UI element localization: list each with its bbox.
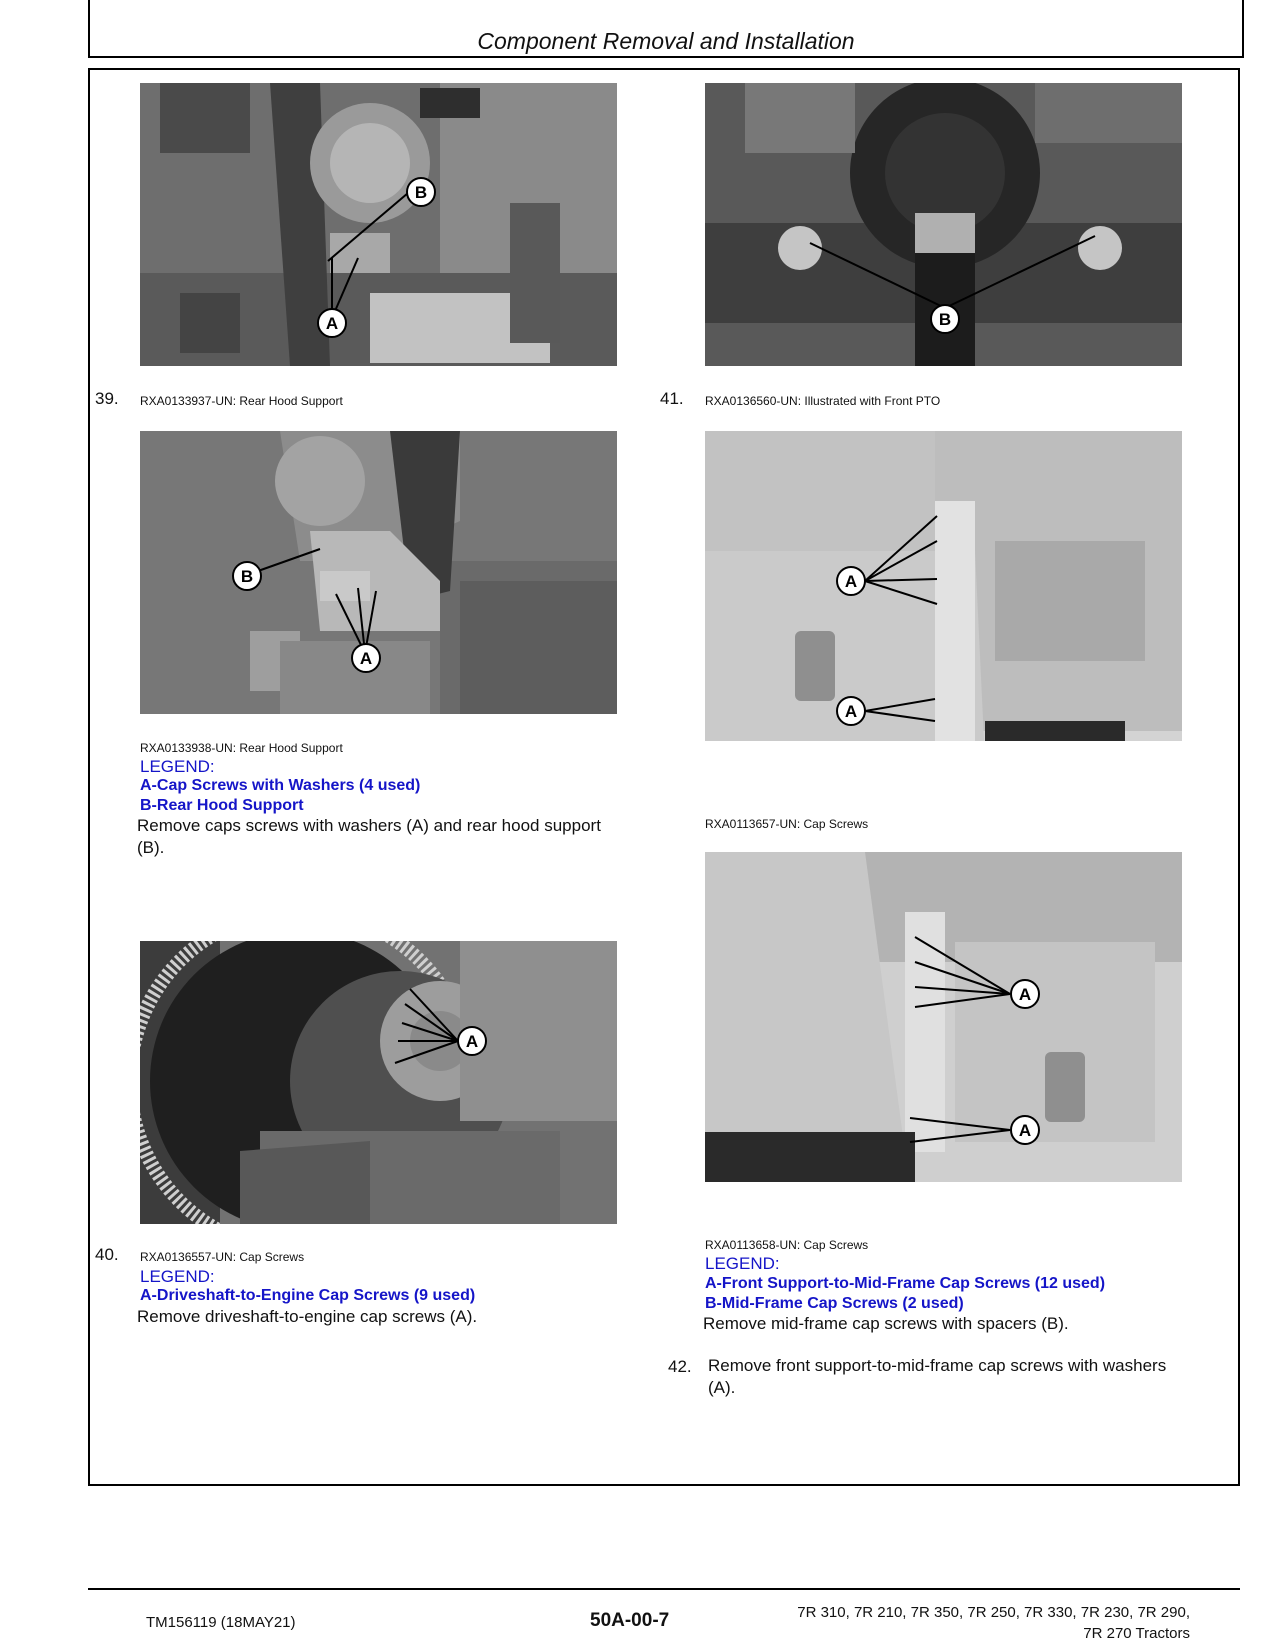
figure-caption-41a: RXA0136560-UN: Illustrated with Front PTO (705, 394, 941, 408)
legend-item-41-a: A-Front Support-to-Mid-Frame Cap Screws (12 used) (705, 1275, 1106, 1292)
instruction-42-line2: (A). (708, 1378, 736, 1397)
figure-caption-39a: RXA0133937-UN: Rear Hood Support (140, 394, 343, 408)
figure-rear-hood-support-2 (140, 431, 617, 714)
figure-front-pto (705, 83, 1182, 366)
figure-caption-41c: RXA0113658-UN: Cap Screws (705, 1238, 869, 1252)
callout-a: A (1018, 1121, 1032, 1140)
legend-title-40: LEGEND: (140, 1267, 215, 1286)
figure-rear-hood-support-1 (140, 83, 617, 366)
figure-cap-screws-1 (705, 431, 1182, 791)
step-number-41: 41. (660, 389, 684, 408)
legend-title-39: LEGEND: (140, 757, 215, 776)
figure-caption-39b: RXA0133938-UN: Rear Hood Support (140, 741, 343, 755)
instruction-41: Remove mid-frame cap screws with spacers (B). (703, 1314, 1069, 1333)
legend-item-40-a: A-Driveshaft-to-Engine Cap Screws (9 used) (140, 1287, 476, 1304)
callout-a: A (844, 572, 858, 591)
instruction-42-line1: Remove front support-to-mid-frame cap screws with washers (708, 1356, 1167, 1375)
step-number-42: 42. (668, 1357, 692, 1376)
figure-caption-41b: RXA0113657-UN: Cap Screws (705, 817, 869, 831)
instruction-39-line2: (B). (137, 838, 165, 857)
footer-models (700, 1602, 1190, 1644)
figure-cap-screws-2 (705, 852, 1182, 1212)
instruction-39-line1: Remove caps screws with washers (A) and rear hood support (137, 816, 601, 835)
legend-item-39-a: A-Cap Screws with Washers (4 used) (140, 777, 421, 794)
legend-item-39-b: B-Rear Hood Support (140, 797, 304, 814)
legend-title-41: LEGEND: (705, 1254, 780, 1273)
footer-models-line2: 7R 270 Tractors (1083, 1625, 1190, 1642)
instruction-40: Remove driveshaft-to-engine cap screws (A). (137, 1307, 478, 1326)
callout-b: B (414, 183, 428, 202)
legend-item-41-b: B-Mid-Frame Cap Screws (2 used) (705, 1295, 964, 1312)
footer-divider (88, 1588, 1240, 1590)
page-header (88, 0, 1244, 58)
callout-b: B (938, 310, 952, 329)
footer-document-id: TM156119 (18MAY21) (146, 1614, 296, 1631)
callout-a: A (325, 314, 339, 333)
callout-a: A (359, 649, 373, 668)
callout-a: A (844, 702, 858, 721)
step-number-39: 39. (95, 389, 119, 408)
figure-driveshaft-cap-screws (140, 941, 617, 1224)
page-title: Component Removal and Installation (477, 28, 855, 54)
footer-page-number: 50A-00-7 (590, 1610, 670, 1631)
figure-caption-40: RXA0136557-UN: Cap Screws (140, 1250, 305, 1264)
callout-a: A (465, 1032, 479, 1051)
footer-models-line1: 7R 310, 7R 210, 7R 350, 7R 250, 7R 330, 7R 230, 7R 290, (797, 1604, 1190, 1621)
step-number-40: 40. (95, 1245, 119, 1264)
callout-a: A (1018, 985, 1032, 1004)
callout-b: B (240, 567, 254, 586)
